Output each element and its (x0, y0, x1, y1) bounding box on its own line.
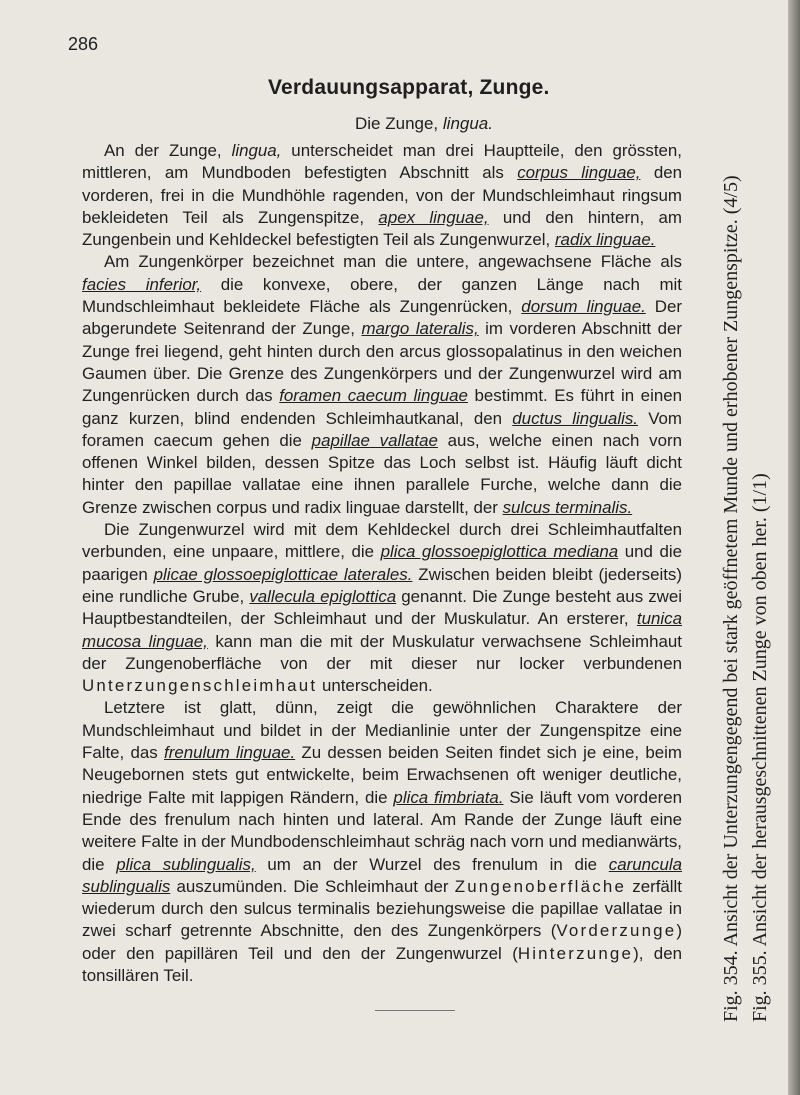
text-run: auszumünden. Die Schleimhaut der (170, 876, 455, 896)
text-run: bestimmt. Es führt in einen ganz kurzen, blind endenden Schleimhautkanal, den (82, 386, 683, 428)
paragraph (82, 251, 682, 519)
subheading-text: Die Zunge, (355, 114, 443, 133)
text-run: und die paarigen (82, 542, 683, 584)
text-run: um an der Wurzel des frenulum in die (255, 854, 609, 874)
emphasized-term: plicae glossoepiglotticae laterales. (153, 564, 413, 584)
section-subheading (355, 114, 493, 134)
emphasized-term: Hinterzunge (517, 943, 634, 963)
figure-caption-355: Fig. 355. Ansicht der herausgeschnittenen Zunge von oben her. (1/1) (749, 473, 771, 1022)
text-run: Letztere ist glatt, dünn, zeigt die gewöhnlichen Charaktere der Mundschleimhaut und bildet in der Medianlinie unter der Zungenspitze eine Falte, das (82, 698, 682, 763)
paragraph (82, 140, 682, 251)
page-heading: Verdauungsapparat, Zunge. (268, 76, 550, 99)
end-rule (375, 1010, 455, 1011)
text-run: Die Zungenwurzel wird mit dem Kehldeckel durch drei Schleimhautfalten verbunden, eine unpaare, mittlere, die (82, 520, 682, 562)
emphasized-term: plica sublingualis, (116, 854, 256, 874)
emphasized-term: Vorderzunge (556, 921, 677, 941)
text-run: im vorderen Abschnitt der Zunge frei liegend, geht hinten durch den arcus glossopalatinus in den weichen Gaumen über. Die Grenze des Zungenkörpers und der Zungenwurzel wird am Zungenrücken durch das (82, 319, 682, 406)
text-run: kann man die mit der Muskulatur verwachsene Schleimhaut der Zungenoberfläche von der mit dieser nur locker verbundenen (82, 631, 682, 673)
emphasized-term: ductus lingualis. (512, 408, 638, 428)
emphasized-term: dorsum linguae. (521, 297, 646, 317)
emphasized-term: Zungenoberfläche (454, 876, 627, 896)
emphasized-term: plica glossoepiglottica mediana (380, 542, 619, 562)
text-run: Vom foramen caecum gehen die (82, 408, 682, 450)
text-run: Zu dessen beiden Seiten findet sich je eine, beim Neugebornen stets gut entwickelte, beim Erwachsenen oft weniger deutliche, niedrige Falte mit lappigen Rändern, die (82, 743, 682, 807)
body-text (82, 140, 682, 987)
emphasized-term: foramen caecum linguae (279, 386, 468, 406)
paragraph (82, 697, 682, 987)
text-run: die konvexe, obere, der ganzen Länge nach mit Mundschleimhaut bekleidete Fläche als Zungenrücken, (82, 274, 682, 317)
page-edge-shadow (788, 0, 800, 1095)
emphasized-term: caruncula sublingualis (82, 854, 682, 896)
text-run: An der Zunge, (104, 141, 232, 160)
emphasized-term: plica fimbriata. (393, 787, 504, 807)
text-run: den vorderen, frei in die Mundhöhle ragenden, von der Mundschleimhaut ringsum bekleideten Teil als Zungenspitze, (82, 163, 682, 227)
emphasized-term: tunica mucosa linguae, (82, 609, 682, 651)
figure-caption-354: Fig. 354. Ansicht der Unterzungengegend bei stark geöffnetem Munde und erhobener Zungenspitze. (4/5) (720, 175, 742, 1022)
text-run: Der abgerundete Seitenrand der Zunge, (82, 297, 682, 339)
emphasized-term: Unterzungenschleimhaut (82, 676, 318, 696)
emphasized-term: apex linguae, (378, 207, 489, 227)
emphasized-term: frenulum linguae. (164, 743, 296, 763)
emphasized-term: facies inferior, (82, 274, 202, 294)
emphasized-term: margo lateralis, (361, 319, 479, 339)
emphasized-term: lingua, (231, 141, 282, 160)
text-run: Am Zungenkörper bezeichnet man die untere, angewachsene Fläche als (104, 252, 682, 272)
text-run: genannt. Die Zunge besteht aus zwei Hauptbestandteilen, der Schleimhaut und der Muskulatur. An ersterer, (82, 586, 682, 629)
emphasized-term: sulcus terminalis. (502, 497, 633, 517)
emphasized-term: papillae vallatae (311, 430, 438, 450)
text-run: unterscheiden. (317, 676, 433, 696)
text-run: Zwischen beiden bleibt (jederseits) eine rundliche Grube, (82, 564, 682, 606)
text-run: und den hintern, am Zungenbein und Kehldeckel befestigten Teil als Zungenwurzel, (82, 207, 682, 250)
emphasized-term: vallecula epiglottica (249, 586, 397, 606)
page-number: 286 (68, 34, 99, 54)
text-run: unterscheidet man drei Hauptteile, den grössten, mittleren, am Mundboden befestigten Abschnitt als (82, 141, 682, 183)
paragraph (82, 519, 682, 697)
text-run: Sie läuft vom vorderen Ende des frenulum nach hinten und lateral. Am Rande der Zunge läuft eine weitere Falte in der Mundbodenschleimhaut schräg nach vorn und medianwärts, die (82, 787, 682, 874)
emphasized-term: corpus linguae, (517, 163, 641, 183)
emphasized-term: radix linguae. (554, 230, 656, 250)
text-run: ), den tonsillären Teil. (82, 943, 682, 985)
text-run: ) oder den papillären Teil und den der Zungenwurzel ( (82, 921, 682, 963)
text-run: zerfällt wiederum durch den sulcus terminalis beziehungsweise die papillae vallatae in zwei scharf getrennte Abschnitte, den des Zungenkörpers ( (82, 876, 682, 941)
text-run: aus, welche einen nach vorn offenen Winkel bilden, dessen Spitze das Loch selbst ist. Häufig läuft dicht hinter den papillae vallatae eine ihnen parallele Furche, welche dann die Grenze zwischen corpus und radix linguae darstellt, der (82, 430, 683, 517)
subheading-latin: lingua. (442, 114, 493, 133)
